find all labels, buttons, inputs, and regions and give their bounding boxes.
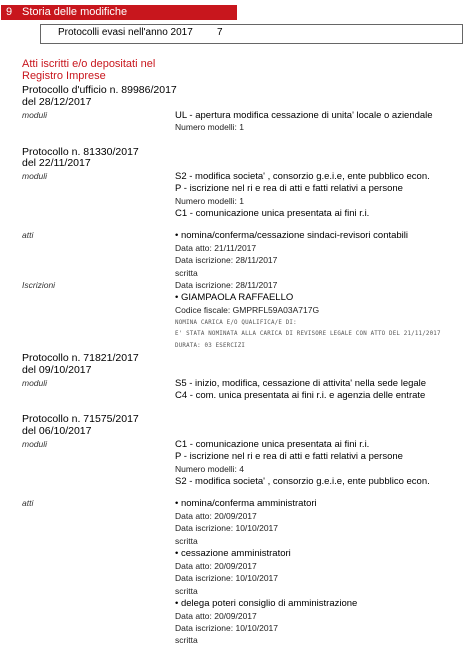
modulo-item: C4 - com. unica presentata ai fini r.i. e agenzia delle entrate	[175, 390, 426, 401]
moduli-label: moduli	[22, 378, 48, 388]
section-number: 9	[6, 6, 13, 18]
carica-line: DURATA: 03 ESERCIZI	[175, 343, 246, 349]
modulo-item: UL - apertura modifica cessazione di unita' locale o aziendale	[175, 110, 433, 121]
data-atto: Data atto: 20/09/2017	[175, 511, 257, 521]
summary-value: 7	[217, 27, 223, 38]
subsection-title-line1: Atti iscritti e/o depositati nel	[22, 58, 156, 70]
atto-item: • nomina/conferma amministratori	[175, 498, 317, 509]
modulo-item: P - iscrizione nel ri e rea di atti e fatti relativi a persone	[175, 183, 403, 194]
forma-atto: scritta	[175, 635, 198, 645]
numero-modelli: Numero modelli: 1	[175, 122, 244, 132]
forma-atto: scritta	[175, 268, 198, 278]
modulo-item: C1 - comunicazione unica presentata ai fini r.i.	[175, 208, 370, 219]
forma-atto: scritta	[175, 586, 198, 596]
carica-line: E' STATA NOMINATA ALLA CARICA DI REVISORE LEGALE CON ATTO DEL 21/11/2017	[175, 331, 441, 337]
data-atto: Data atto: 20/09/2017	[175, 561, 257, 571]
protocol-title: Protocollo n. 81330/2017	[22, 146, 139, 158]
protocol-date: del 28/12/2017	[22, 96, 92, 108]
data-iscrizione: Data iscrizione: 10/10/2017	[175, 523, 279, 533]
atto-item: • cessazione amministratori	[175, 548, 291, 559]
moduli-label: moduli	[22, 439, 48, 449]
data-atto: Data atto: 20/09/2017	[175, 611, 257, 621]
protocol-date: del 22/11/2017	[22, 157, 91, 169]
modulo-item: P - iscrizione nel ri e rea di atti e fatti relativi a persone	[175, 451, 403, 462]
atto-item: • nomina/conferma/cessazione sindaci-revisori contabili	[175, 230, 409, 241]
data-atto: Data atto: 21/11/2017	[175, 243, 257, 253]
modulo-item: S2 - modifica societa' , consorzio g.e.i.e, ente pubblico econ.	[175, 476, 430, 487]
protocol-date: del 06/10/2017	[22, 425, 92, 437]
modulo-item: S5 - inizio, modifica, cessazione di attivita' nella sede legale	[175, 378, 427, 389]
codice-fiscale: Codice fiscale: GMPRFL59A03A717G	[175, 305, 320, 315]
numero-modelli: Numero modelli: 1	[175, 196, 244, 206]
iscrizioni-label: Iscrizioni	[22, 280, 56, 290]
summary-label: Protocolli evasi nell'anno 2017	[58, 27, 193, 38]
protocol-title: Protocollo n. 71575/2017	[22, 413, 139, 425]
protocol-title: Protocollo d'ufficio n. 89986/2017	[22, 84, 177, 96]
data-iscrizione: Data iscrizione: 10/10/2017	[175, 623, 279, 633]
data-iscrizione: Data iscrizione: 28/11/2017	[175, 280, 278, 290]
numero-modelli: Numero modelli: 4	[175, 464, 244, 474]
protocol-date: del 09/10/2017	[22, 364, 92, 376]
subsection-title-line2: Registro Imprese	[22, 70, 106, 82]
persona-name: • GIAMPAOLA RAFFAELLO	[175, 292, 294, 303]
data-iscrizione: Data iscrizione: 10/10/2017	[175, 573, 279, 583]
atti-label: atti	[22, 498, 34, 508]
atti-label: atti	[22, 230, 34, 240]
data-iscrizione: Data iscrizione: 28/11/2017	[175, 255, 278, 265]
protocol-title: Protocollo n. 71821/2017	[22, 352, 139, 364]
modulo-item: C1 - comunicazione unica presentata ai fini r.i.	[175, 439, 370, 450]
modulo-item: S2 - modifica societa' , consorzio g.e.i.e, ente pubblico econ.	[175, 171, 430, 182]
moduli-label: moduli	[22, 171, 48, 181]
atto-item: • delega poteri consiglio di amministrazione	[175, 598, 358, 609]
section-title: Storia delle modifiche	[22, 6, 128, 18]
carica-line: NOMINA CARICA E/O QUALIFICA/E DI:	[175, 320, 297, 326]
forma-atto: scritta	[175, 536, 198, 546]
moduli-label: moduli	[22, 110, 48, 120]
